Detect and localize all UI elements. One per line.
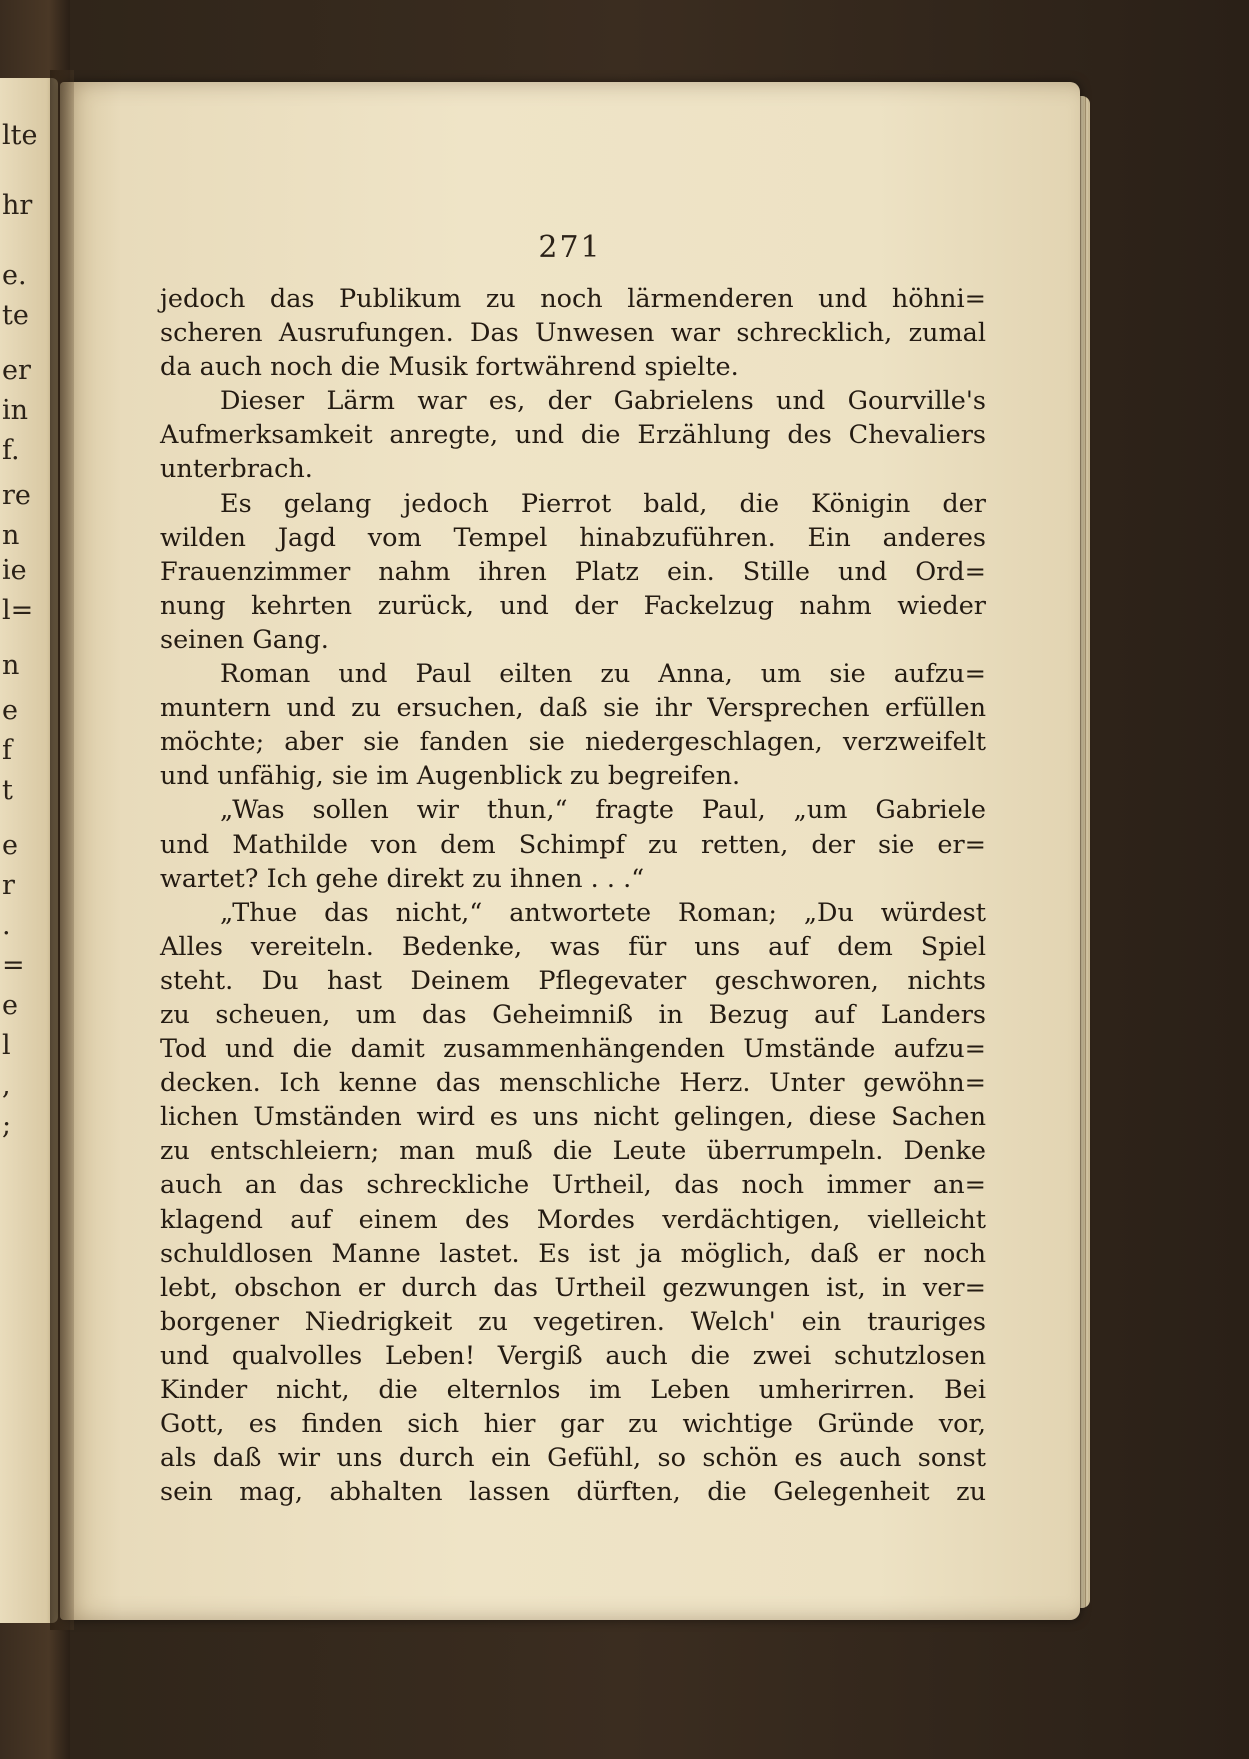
text-line: schuldlosen Manne lastet. Es ist ja möglich, daß er noch: [160, 1238, 986, 1269]
text-line: auch an das schreckliche Urtheil, das noch immer an=: [160, 1170, 986, 1201]
text-line: seinen Gang.: [160, 624, 329, 655]
left-page-fragment: in: [2, 395, 29, 426]
text-line: Kinder nicht, die elternlos im Leben umherirren. Bei: [160, 1375, 986, 1405]
left-page-fragment: .: [2, 910, 11, 941]
left-page-fragment: hr: [2, 190, 33, 221]
text-line: da auch noch die Musik fortwährend spielte.: [160, 352, 739, 383]
book-page: [60, 82, 1080, 1620]
text-line: und Mathilde von dem Schimpf zu retten, der sie er=: [160, 829, 986, 860]
text-line: zu scheuen, um das Geheimniß in Bezug auf Landers: [160, 999, 986, 1030]
left-page-fragment: ,: [2, 1070, 11, 1101]
left-page-fragment: te: [2, 300, 29, 331]
left-page-fragment: re: [2, 480, 31, 511]
page-number: 271: [538, 230, 602, 265]
text-line: und unfähig, sie im Augenblick zu begreifen.: [160, 761, 741, 792]
text-line: muntern und zu ersuchen, daß sie ihr Versprechen erfüllen: [160, 693, 986, 724]
text-line: „Was sollen wir thun,“ fragte Paul, „um Gabriele: [220, 795, 986, 826]
text-line: klagend auf einem des Mordes verdächtigen, vielleicht: [160, 1204, 986, 1235]
left-page-fragment: e: [2, 695, 18, 726]
left-page-fragment: lte: [2, 120, 38, 151]
text-line: Gott, es finden sich hier gar zu wichtige Gründe vor,: [160, 1409, 986, 1440]
text-line: Frauenzimmer nahm ihren Platz ein. Stille und Ord=: [160, 556, 986, 587]
text-line: Aufmerksamkeit anregte, und die Erzählung des Chevaliers: [160, 420, 986, 451]
left-page-fragment: ;: [2, 1110, 12, 1141]
left-page-fragment: f.: [2, 435, 20, 466]
text-line: steht. Du hast Deinem Pflegevater geschworen, nichts: [160, 965, 986, 996]
text-line: und qualvolles Leben! Vergiß auch die zwei schutzlosen: [160, 1340, 986, 1371]
left-page-fragment: n: [2, 520, 20, 551]
text-line: nung kehrten zurück, und der Fackelzug nahm wieder: [160, 590, 986, 621]
left-page-fragment: r: [2, 870, 15, 901]
left-page-fragment: n: [2, 650, 20, 681]
left-page-fragment: f: [2, 735, 12, 766]
text-line: scheren Ausrufungen. Das Unwesen war schrecklich, zumal: [160, 318, 986, 349]
left-page-fragment: e: [2, 830, 18, 861]
text-line: wartet? Ich gehe direkt zu ihnen . . .“: [160, 863, 645, 894]
gutter-shadow: [50, 70, 74, 1630]
left-page-fragment: ie: [2, 555, 27, 586]
text-line: Alles vereiteln. Bedenke, was für uns auf dem Spiel: [160, 931, 986, 962]
text-line: Tod und die damit zusammenhängenden Umstände aufzu=: [160, 1034, 986, 1065]
text-line: unterbrach.: [160, 454, 313, 485]
text-line: sein mag, abhalten lassen dürften, die Gelegenheit zu: [160, 1477, 986, 1508]
left-page-fragment: e: [2, 990, 18, 1021]
text-line: möchte; aber sie fanden sie niedergeschlagen, verzweifelt: [160, 727, 986, 758]
text-line: zu entschleiern; man muß die Leute überrumpeln. Denke: [160, 1136, 986, 1167]
text-line: decken. Ich kenne das menschliche Herz. Unter gewöhn=: [160, 1068, 986, 1099]
text-line: als daß wir uns durch ein Gefühl, so schön es auch sonst: [160, 1443, 986, 1474]
left-page-fragment: er: [2, 355, 31, 386]
text-line: borgener Niedrigkeit zu vegetiren. Welch' ein trauriges: [160, 1306, 986, 1337]
text-line: lichen Umständen wird es uns nicht gelingen, diese Sachen: [160, 1102, 986, 1133]
text-line: „Thue das nicht,“ antwortete Roman; „Du würdest: [220, 897, 986, 928]
left-page-fragment: l=: [2, 595, 34, 626]
text-line: Es gelang jedoch Pierrot bald, die Königin der: [220, 488, 986, 519]
left-page-fragment: e.: [2, 260, 27, 291]
left-page-fragment: l: [2, 1030, 11, 1061]
text-line: Dieser Lärm war es, der Gabrielens und Gourville's: [220, 386, 986, 417]
text-line: Roman und Paul eilten zu Anna, um sie aufzu=: [220, 659, 986, 690]
text-line: lebt, obschon er durch das Urtheil gezwungen ist, in ver=: [160, 1272, 986, 1303]
left-page-fragment: t: [2, 775, 13, 806]
left-page-fragment: =: [2, 950, 25, 981]
body-text: [160, 282, 986, 1509]
text-line: wilden Jagd vom Tempel hinabzuführen. Ein anderes: [160, 522, 986, 553]
text-line: jedoch das Publikum zu noch lärmenderen und höhni=: [160, 284, 986, 314]
